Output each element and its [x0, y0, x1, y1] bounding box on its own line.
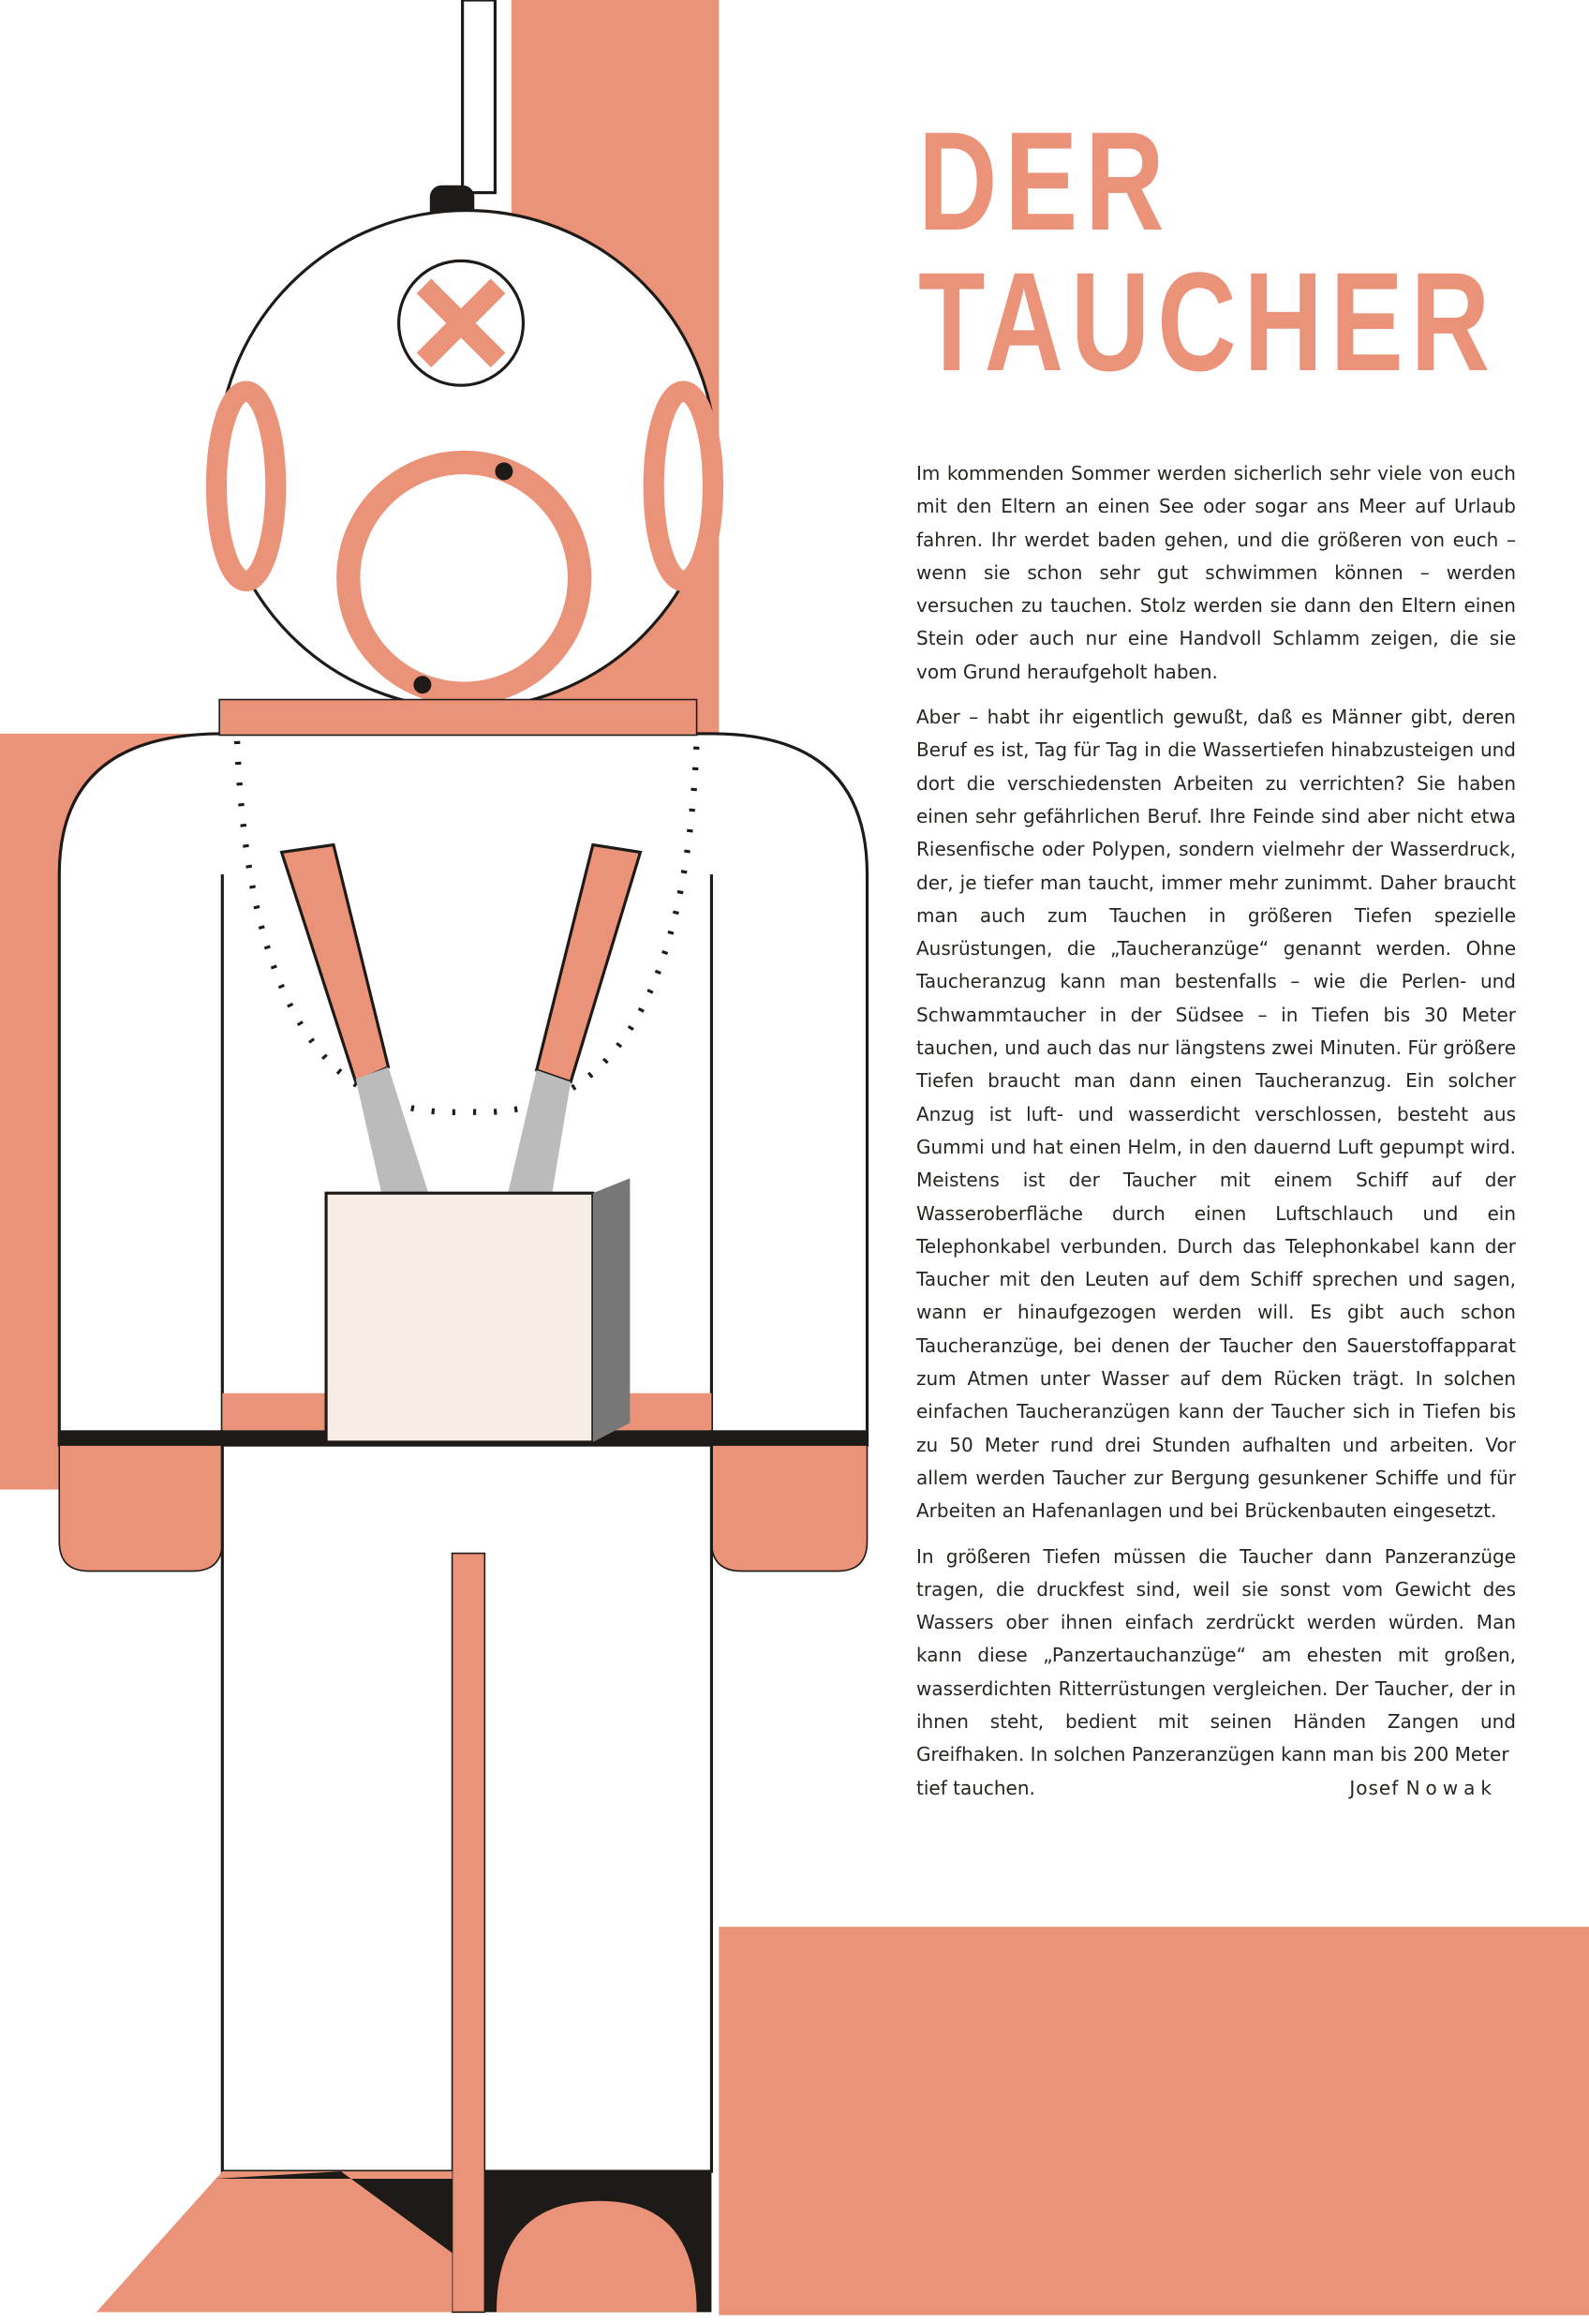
author-first-name: Josef — [1349, 1776, 1400, 1799]
title-line-2: TAUCHER — [918, 243, 1497, 400]
author-byline — [1349, 1772, 1497, 1805]
article-body — [916, 457, 1516, 1805]
paragraph: Im kommenden Sommer werden sicherlich sehr viele von euch mit den Eltern an einen See oder sogar ans Meer auf Urlaub fahren. Ihr werdet baden gehen, und die größeren von euch – wenn sie schon sehr gut schwimmen können – werden versuchen zu tauchen. Stolz werden sie dann den Eltern einen Stein oder auch nur eine Handvoll Schlamm zeigen, die sie vom Grund heraufgeholt haben. — [916, 462, 1516, 683]
article-title — [918, 102, 1497, 400]
air-hose — [420, 0, 512, 243]
legs — [97, 1445, 712, 2312]
author-last-name: Nowak — [1405, 1776, 1497, 1799]
closing-line — [916, 1772, 1516, 1805]
bottom-right-salmon-block — [719, 1927, 1589, 2315]
paragraph: Aber – habt ihr eigentlich gewußt, daß es Männer gibt, deren Beruf es ist, Tag für Tag in die Wassertiefen hinabzusteigen und dort die verschiedensten Arbeiten zu verrichten? Sie haben einen sehr gefährlichen Beruf. Ihre Feinde sind aber nicht etwa Riesenfische oder Polypen, sondern vielmehr der Wasserdruck, der, je tiefer man taucht, immer mehr zunimmt. Daher braucht man auch zum Tauchen in größeren Tiefen spezielle Ausrüstungen, die „Taucheranzüge“ genannt werden. Ohne Taucheranzug kann man bestenfalls – wie die Perlen- und Schwammtaucher in der Südsee – in Tiefen bis 30 Meter tauchen, und auch das nur längstens zwei Minuten. Für größere Tiefen braucht man dann einen Taucheranzug. Ein solcher Anzug ist luft- und wasserdicht verschlossen, besteht aus Gummi und hat einen Helm, in den dauernd Luft gepumpt wird. Meistens ist der Taucher mit einem Schiff auf der Wasseroberfläche durch einen Luftschlauch und ein Telephonkabel verbunden. Durch das Telephonkabel kann der Taucher mit den Leuten auf dem Schiff sprechen und sagen, wann er hinaufgezogen werden will. Es gibt auch schon Taucheranzüge, bei denen der Taucher den Sauerstoffapparat zum Atmen unter Wasser auf dem Rücken trägt. In solchen einfachen Taucheranzügen kann der Taucher sich in Tiefen bis zu 50 Meter rund drei Stunden aufhalten und arbeiten. Vor allem werden Taucher zur Bergung gesunkener Schiffe und für Arbeiten an Hafenanlagen und bei Brückenbauten eingesetzt. — [916, 706, 1516, 1523]
closing-text: tief tauchen. — [916, 1776, 1035, 1799]
front-window — [349, 462, 580, 693]
title-line-1: DER — [918, 102, 1172, 260]
chest-box — [326, 1178, 630, 1442]
paragraph: In größeren Tiefen müssen die Taucher dann Panzeranzüge tragen, die druckfest sind, weil sie sonst vom Gewicht des Wassers ober ihnen einfach zerdrückt werden würden. Man kann diese „Panzertauchanzüge“ am ehesten mit großen, wasserdichten Ritterrüstungen vergleichen. Der Taucher, der in ihnen steht, bedient mit seinen Händen Zangen und Greifhaken. In solchen Panzeranzügen kann man bis 200 Meter — [916, 1544, 1516, 1766]
collar — [219, 700, 696, 736]
